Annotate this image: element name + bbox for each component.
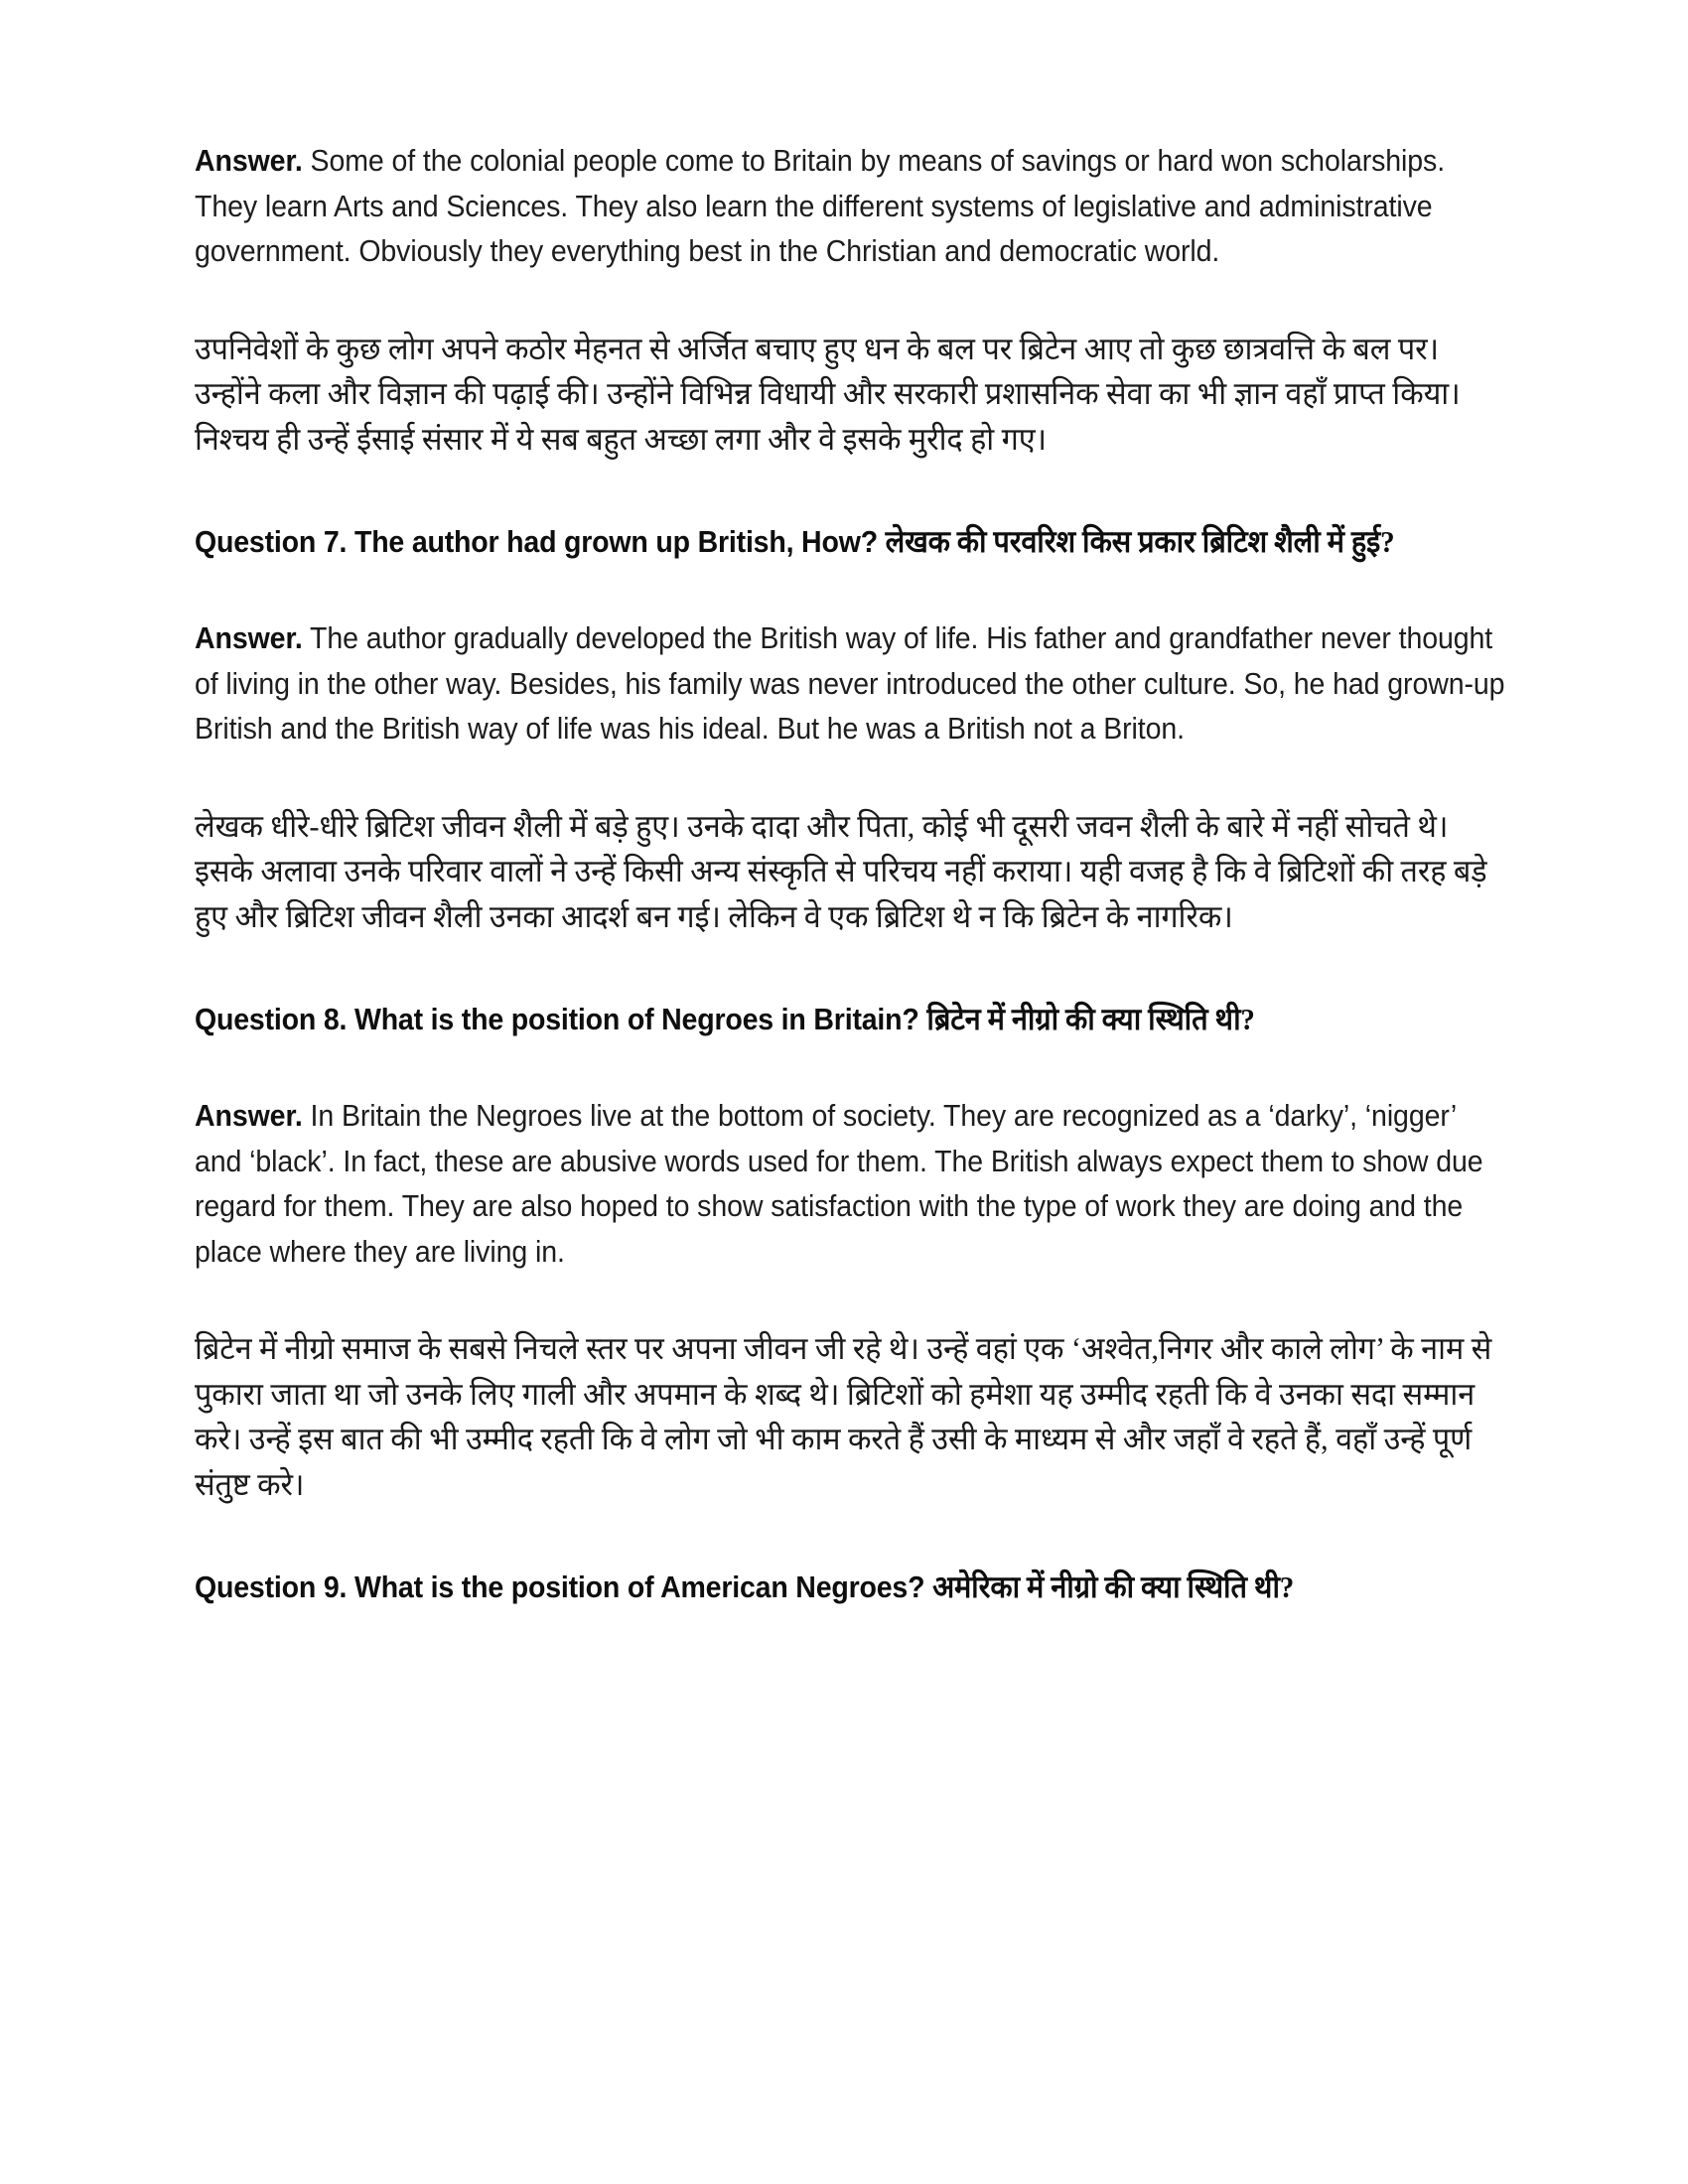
answer-label: Answer. <box>195 144 303 178</box>
question-heading-7 <box>195 519 1506 565</box>
question-heading-english: Question 9. What is the position of American Negroes? <box>195 1570 933 1604</box>
answer-text: In Britain the Negroes live at the bottom of society. They are recognized as a ‘darky’, ‘nigger’ and ‘black’. In fact, these are abusive words used for them. The British always expect them to show due regard for them. They are also hoped to show satisfaction with the type of work they are doing and the place where they are living in. <box>195 1099 1483 1269</box>
question-heading-9 <box>195 1565 1506 1610</box>
paragraph-spacer <box>195 939 1505 997</box>
answer-paragraph-hindi: ब्रिटेन में नीग्रो समाज के सबसे निचले स्तर पर अपना जीवन जी रहे थे। उन्हें वहां एक ‘अश्वेत,निगर और काले लोग’ के नाम से पुकारा जाता था जो उनके लिए गाली और अपमान के शब्द थे। ब्रिटिशों को हमेशा यह उम्मीद रहती कि वे उनका सदा सम्मान करे। उन्हें इस बात की भी उम्मीद रहती कि वे लोग जो भी काम करते हैं उसी के माध्यम से और जहाँ वे रहते हैं, वहाँ उन्हें पूर्ण संतुष्ट करे। <box>195 1331 1492 1502</box>
answer-paragraph-english <box>195 1094 1506 1275</box>
paragraph-spacer <box>195 752 1505 804</box>
page-content <box>195 139 1505 1610</box>
answer-paragraph-hindi: लेखक धीरे-धीरे ब्रिटिश जीवन शैली में बड़े हुए। उनके दादा और पिता, कोई भी दूसरी जवन शैली के बारे में नहीं सोचते थे। इसके अलावा उनके परिवार वालों ने उन्हें किसी अन्य संस्कृति से परिचय नहीं कराया। यही वजह है कि वे ब्रिटिशों की तरह बड़े हुए और ब्रिटिश जीवन शैली उनका आदर्श बन गई। लेकिन वे एक ब्रिटिश थे न कि ब्रिटेन के नागरिक। <box>195 808 1487 934</box>
question-heading-hindi: अमेरिका में नीग्रो की क्या स्थिति थी? <box>932 1570 1295 1604</box>
question-heading-english: Question 8. What is the position of Negroes in Britain? <box>195 1003 927 1036</box>
question-heading-8 <box>195 997 1506 1042</box>
answer-label: Answer. <box>195 1099 303 1133</box>
question-heading-english: Question 7. The author had grown up British, How? <box>195 525 886 559</box>
paragraph-spacer <box>195 1507 1505 1565</box>
answer-paragraph-hindi: उपनिवेशों के कुछ लोग अपने कठोर मेहनत से अर्जित बचाए हुए धन के बल पर ब्रिटेन आए तो कुछ छात्रवत्ति के बल पर। उन्होंने कला और विज्ञान की पढ़ाई की। उन्होंने विभिन्न विधायी और सरकारी प्रशासनिक सेवा का भी ज्ञान वहाँ प्राप्त किया। निश्चय ही उन्हें ईसाई संसार में ये सब बहुत अच्छा लगा और वे इसके मुरीद हो गए। <box>195 331 1461 457</box>
answer-label: Answer. <box>195 621 303 655</box>
answer-paragraph-english <box>195 139 1506 275</box>
paragraph-spacer <box>195 1042 1505 1094</box>
paragraph-spacer <box>195 275 1505 327</box>
answer-text: The author gradually developed the British way of life. His father and grandfather never thought of living in the other way. Besides, his family was never introduced the other culture. So, he had grown-up British and the British way of life was his ideal. But he was a British not a Briton. <box>195 621 1505 746</box>
answer-text: Some of the colonial people come to Britain by means of savings or hard won scholarships. They learn Arts and Sciences. They also learn the different systems of legislative and administrative government. Obviously they everything best in the Christian and democratic world. <box>195 144 1446 268</box>
paragraph-spacer <box>195 1275 1505 1326</box>
paragraph-spacer <box>195 565 1505 616</box>
question-heading-hindi: ब्रिटेन में नीग्रो की क्या स्थिति थी? <box>926 1002 1255 1036</box>
answer-paragraph-english <box>195 616 1506 752</box>
paragraph-spacer <box>195 462 1505 519</box>
question-heading-hindi: लेखक की परवरिश किस प्रकार ब्रिटिश शैली में हुई? <box>885 524 1395 559</box>
